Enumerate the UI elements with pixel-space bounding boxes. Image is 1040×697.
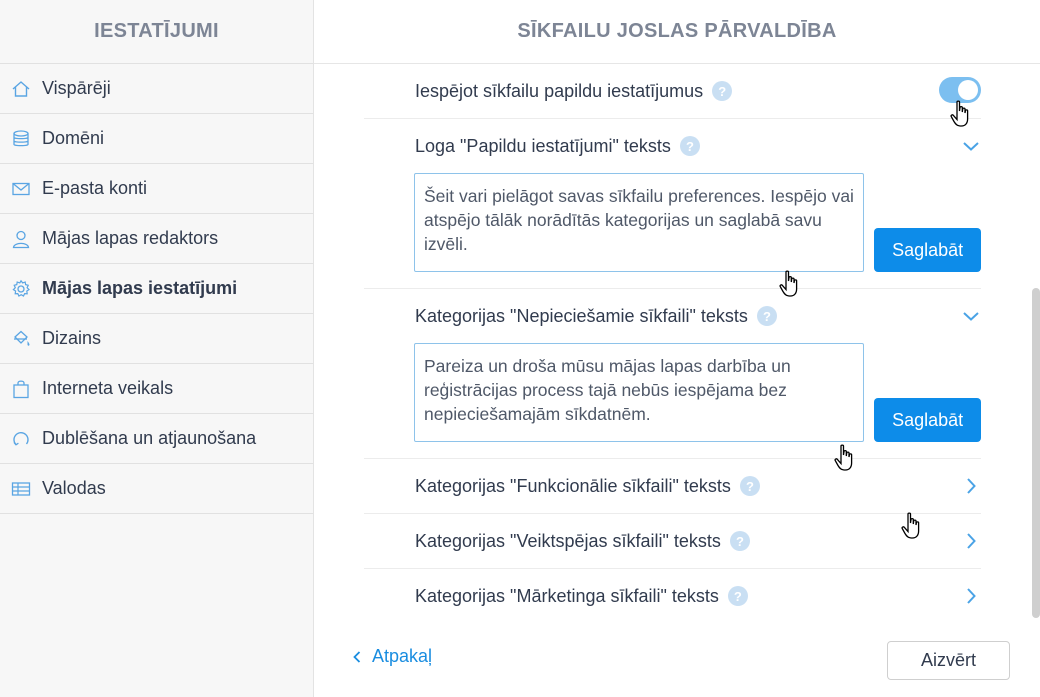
scrollbar[interactable]: [1032, 288, 1040, 618]
chevron-right-icon[interactable]: [961, 476, 981, 496]
hand-cursor-icon: [834, 444, 856, 472]
section-marketing-cookies-text[interactable]: [364, 569, 981, 622]
main-panel: [314, 0, 1040, 697]
help-icon[interactable]: ?: [757, 306, 777, 326]
section-label: Kategorijas "Mārketinga sīkfaili" teksts: [415, 585, 719, 606]
sidebar-item-dizains[interactable]: [0, 314, 313, 364]
enable-advanced-row: [364, 64, 981, 119]
sidebar-title: IESTATĪJUMI: [0, 0, 313, 64]
hand-cursor-icon: [950, 100, 972, 128]
chevron-down-icon[interactable]: [961, 306, 981, 326]
sidebar-item-interneta-veikals[interactable]: [0, 364, 313, 414]
section-label: Kategorijas "Veiktspējas sīkfaili" teksts: [415, 530, 721, 551]
hand-cursor-icon: [901, 512, 923, 540]
section-advanced-window-text: [364, 119, 981, 289]
save-button[interactable]: Saglabāt: [874, 228, 981, 272]
back-label: Atpakaļ: [372, 646, 433, 666]
hand-cursor-icon: [779, 270, 801, 298]
sidebar-item-domeni[interactable]: [0, 114, 313, 164]
sidebar-item-label: Interneta veikals: [42, 378, 174, 398]
shopping-bag-icon: [10, 378, 32, 400]
section-performance-cookies-text[interactable]: [364, 514, 981, 569]
section-functional-cookies-text[interactable]: [364, 459, 981, 514]
close-button[interactable]: Aizvērt: [887, 641, 1010, 680]
help-icon[interactable]: ?: [728, 586, 748, 606]
sidebar-item-label: Dublēšana un atjaunošana: [42, 428, 257, 448]
enable-advanced-label: Iespējot sīkfailu papildu iestatījumus: [415, 80, 704, 101]
section-label: Kategorijas "Funkcionālie sīkfaili" teksts: [415, 475, 731, 496]
sidebar-item-valodas[interactable]: [0, 464, 313, 514]
gear-icon: [10, 278, 32, 300]
settings-content: [364, 64, 981, 622]
sidebar-item-dublesana[interactable]: [0, 414, 313, 464]
help-icon[interactable]: ?: [712, 81, 732, 101]
necessary-cookies-text-field[interactable]: [414, 343, 864, 442]
sidebar-item-visparēji[interactable]: [0, 64, 313, 114]
sidebar-item-label: Vispārēji: [42, 78, 111, 98]
sidebar-item-label: E-pasta konti: [42, 178, 148, 198]
chevron-right-icon[interactable]: [961, 531, 981, 551]
database-icon: [10, 128, 32, 150]
sidebar-item-label: Dizains: [42, 328, 102, 348]
section-label: Loga "Papildu iestatījumi" teksts: [415, 135, 671, 156]
help-icon[interactable]: ?: [730, 531, 750, 551]
user-icon: [10, 228, 32, 250]
chevron-down-icon[interactable]: [961, 136, 981, 156]
help-icon[interactable]: ?: [740, 476, 760, 496]
advanced-window-text-field[interactable]: [414, 173, 864, 272]
sidebar-item-epasta-konti[interactable]: [0, 164, 313, 214]
sidebar-item-majas-lapas-iestatijumi[interactable]: [0, 264, 313, 314]
sidebar-item-label: Domēni: [42, 128, 105, 148]
home-icon: [10, 78, 32, 100]
sidebar-item-label: Mājas lapas iestatījumi: [42, 278, 238, 298]
chevron-right-icon[interactable]: [961, 586, 981, 606]
sidebar: [0, 0, 314, 697]
save-button[interactable]: Saglabāt: [874, 398, 981, 442]
section-necessary-cookies-text: [364, 289, 981, 459]
mail-icon: [10, 178, 32, 200]
help-icon[interactable]: ?: [680, 136, 700, 156]
chevron-left-icon: [350, 650, 364, 664]
paint-bucket-icon: [10, 328, 32, 350]
toggle-knob: [958, 80, 978, 100]
page-title: SĪKFAILU JOSLAS PĀRVALDĪBA: [314, 0, 1040, 64]
sidebar-item-label: Valodas: [42, 478, 106, 498]
backup-icon: [10, 428, 32, 450]
sidebar-item-majas-lapas-redaktors[interactable]: [0, 214, 313, 264]
sidebar-item-label: Mājas lapas redaktors: [42, 228, 219, 248]
languages-icon: [10, 478, 32, 500]
back-link[interactable]: [350, 646, 432, 667]
section-label: Kategorijas "Nepieciešamie sīkfaili" teksts: [415, 305, 748, 326]
